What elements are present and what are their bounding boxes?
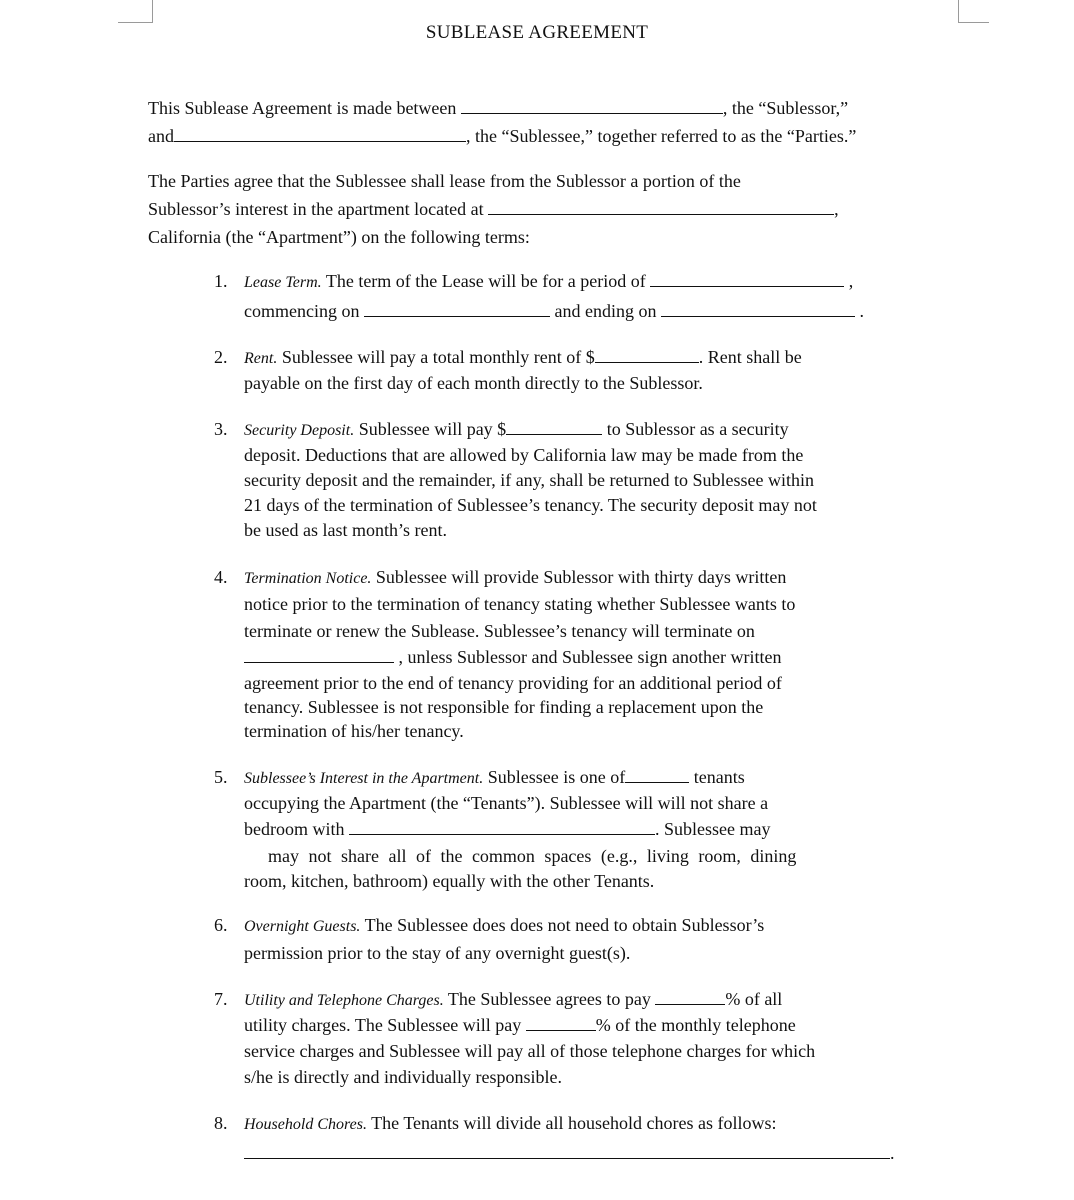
item-3-line-5: be used as last month’s rent. [244, 520, 447, 540]
telephone-percent-blank[interactable] [526, 1014, 596, 1031]
para2-line-3: California (the “Apartment”) on the following terms: [148, 227, 530, 247]
item-text: Sublessee will pay $ [358, 419, 507, 439]
item-text: Sublessee will provide Sublessor with thirty days written [375, 567, 787, 587]
item-text: to Sublessor as a security [606, 419, 789, 439]
item-5-line-5: room, kitchen, bathroom) equally with the other Tenants. [244, 871, 655, 891]
item-heading: Sublessee’s Interest in the Apartment. [244, 770, 484, 787]
item-number: 1. [214, 271, 228, 291]
item-1-line-1 [244, 270, 853, 294]
item-text: % of the monthly telephone [595, 1015, 796, 1035]
intro-text: and [148, 126, 174, 146]
item-4-line-5: agreement prior to the end of tenancy providing for an additional period of [244, 673, 782, 693]
item-number: 8. [214, 1113, 228, 1133]
item-8-line-1 [244, 1112, 777, 1136]
item-text: . Rent shall be [698, 347, 802, 367]
apartment-address-blank[interactable] [488, 198, 834, 215]
item-text: . Sublessee may [655, 819, 771, 839]
item-8-line-2 [244, 1142, 895, 1164]
intro-text: This Sublease Agreement is made between [148, 98, 457, 118]
page-corner-mark-right [958, 0, 989, 23]
sublessor-name-blank[interactable] [461, 97, 723, 114]
household-chores-blank[interactable] [244, 1142, 890, 1159]
item-text: and ending on [554, 301, 657, 321]
item-5-line-2: occupying the Apartment (the “Tenants”). Sublessee will will not share a [244, 793, 769, 813]
item-heading: Termination Notice. [244, 570, 372, 587]
item-text: Sublessee will pay a total monthly rent of $ [281, 347, 595, 367]
page-corner-mark-left [118, 0, 153, 23]
sublessee-name-blank[interactable] [174, 125, 466, 142]
intro-text: , the “Sublessee,” together referred to as the “Parties.” [466, 126, 857, 146]
item-7-line-4: s/he is directly and individually responsible. [244, 1067, 562, 1087]
item-text: , [848, 271, 854, 291]
item-text: The Tenants will divide all household chores as follows: [371, 1113, 777, 1133]
item-1-line-2 [244, 300, 864, 322]
item-6-line-1 [244, 914, 764, 938]
intro-line-1 [148, 97, 848, 119]
item-4-line-1 [244, 566, 786, 590]
item-3-line-3: security deposit and the remainder, if any, shall be returned to Sublessee within [244, 470, 814, 490]
lease-period-blank[interactable] [650, 270, 844, 287]
item-text: utility charges. The Sublessee will pay [244, 1015, 522, 1035]
item-text: , unless Sublessor and Sublessee sign another written [398, 647, 782, 667]
item-heading: Lease Term. [244, 274, 322, 291]
item-number: 4. [214, 567, 228, 587]
document-title: SUBLEASE AGREEMENT [425, 22, 649, 43]
para2-text: , [834, 199, 839, 219]
termination-date-blank[interactable] [244, 646, 394, 663]
item-text: The Sublessee does does not need to obtain Sublessor’s [364, 915, 765, 935]
item-7-line-3: service charges and Sublessee will pay all of those telephone charges for which [244, 1041, 816, 1061]
item-number: 2. [214, 347, 228, 367]
item-heading: Household Chores. [244, 1116, 367, 1133]
item-heading: Security Deposit. [244, 422, 355, 439]
commencing-date-blank[interactable] [364, 300, 550, 317]
item-2-line-1 [244, 346, 802, 370]
item-text: . [890, 1143, 895, 1163]
item-7-line-1 [244, 988, 782, 1012]
item-4-line-3: terminate or renew the Sublease. Sublessee’s tenancy will terminate on [244, 621, 755, 641]
security-deposit-blank[interactable] [506, 418, 602, 435]
item-text: commencing on [244, 301, 360, 321]
item-heading: Utility and Telephone Charges. [244, 992, 444, 1009]
item-2-line-2: payable on the first day of each month directly to the Sublessor. [244, 373, 703, 393]
item-4-line-7: termination of his/her tenancy. [244, 721, 464, 741]
para2-line-2 [148, 198, 839, 220]
item-number: 6. [214, 915, 228, 935]
item-text: Sublessee is one of [487, 767, 626, 787]
item-5-line-3 [244, 818, 770, 840]
item-4-line-6: tenancy. Sublessee is not responsible for finding a replacement upon the [244, 697, 764, 717]
item-4-line-4 [244, 646, 781, 668]
item-3-line-1 [244, 418, 789, 442]
item-text: % of all [725, 989, 783, 1009]
ending-date-blank[interactable] [661, 300, 855, 317]
item-text: The term of the Lease will be for a period of [325, 271, 646, 291]
item-5-line-1 [244, 766, 745, 790]
item-5-line-4: may not share all of the common spaces (e.g., living room, dining [268, 846, 797, 866]
item-number: 5. [214, 767, 228, 787]
item-text: The Sublessee agrees to pay [447, 989, 651, 1009]
para2-text: Sublessor’s interest in the apartment located at [148, 199, 484, 219]
tenant-count-blank[interactable] [625, 766, 689, 783]
item-7-line-2 [244, 1014, 796, 1036]
bedroom-share-blank[interactable] [349, 818, 655, 835]
intro-line-2 [148, 125, 856, 147]
item-6-line-2: permission prior to the stay of any overnight guest(s). [244, 943, 631, 963]
item-3-line-4: 21 days of the termination of Sublessee’s tenancy. The security deposit may not [244, 495, 817, 515]
item-heading: Rent. [244, 350, 278, 367]
item-3-line-2: deposit. Deductions that are allowed by California law may be made from the [244, 445, 804, 465]
item-text: . [859, 301, 864, 321]
item-number: 3. [214, 419, 228, 439]
item-heading: Overnight Guests. [244, 918, 361, 935]
item-4-line-2: notice prior to the termination of tenancy stating whether Sublessee wants to [244, 594, 796, 614]
monthly-rent-blank[interactable] [595, 346, 699, 363]
para2-line-1: The Parties agree that the Sublessee shall lease from the Sublessor a portion of the [148, 171, 741, 191]
utility-percent-blank[interactable] [655, 988, 725, 1005]
intro-text: , the “Sublessor,” [722, 98, 849, 118]
item-text: tenants [693, 767, 745, 787]
item-text: bedroom with [244, 819, 345, 839]
item-number: 7. [214, 989, 228, 1009]
